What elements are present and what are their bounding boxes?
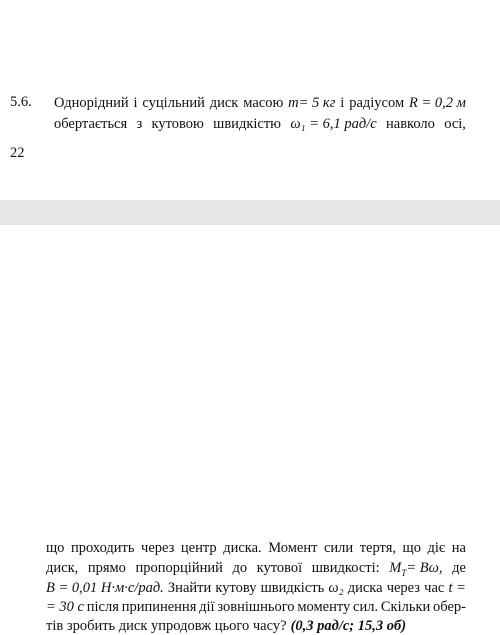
continuation-line-3 bbox=[46, 579, 466, 597]
upper-page bbox=[0, 0, 500, 200]
word: Знайти bbox=[167, 580, 212, 596]
word: суцільний bbox=[142, 95, 205, 111]
word: через bbox=[141, 540, 175, 556]
question-text: тів зробить диск упродовж цього часу? bbox=[46, 618, 287, 634]
word: і bbox=[133, 95, 138, 111]
word: що bbox=[46, 540, 65, 556]
word: до bbox=[232, 560, 248, 576]
word: диска bbox=[347, 580, 383, 596]
friction-torque-formula: $M_T= B\omega$, bbox=[389, 560, 443, 578]
time-var: t = bbox=[448, 580, 466, 596]
word: пропорційний bbox=[135, 560, 223, 576]
word: що bbox=[402, 540, 421, 556]
continuation-line-4 bbox=[46, 598, 466, 616]
mass-value: m= 5 кг bbox=[288, 95, 336, 111]
word: прямо bbox=[87, 560, 126, 576]
word: моменту bbox=[297, 599, 351, 615]
word: де bbox=[452, 560, 466, 576]
page-gap bbox=[0, 200, 500, 225]
word: і bbox=[340, 95, 345, 111]
coefficient-value: B = 0,01 Н·м·с/рад. bbox=[46, 580, 164, 596]
word: з bbox=[136, 116, 143, 132]
word: радіусом bbox=[349, 95, 405, 111]
word: час bbox=[424, 580, 445, 596]
word: навколо bbox=[386, 116, 435, 132]
continuation-line-5 bbox=[46, 617, 466, 635]
word: Момент bbox=[268, 540, 318, 556]
word: швидкості: bbox=[311, 560, 380, 576]
word: дії bbox=[199, 599, 215, 615]
word: обер- bbox=[433, 599, 466, 615]
word: кутової bbox=[256, 560, 303, 576]
word: тертя, bbox=[359, 540, 396, 556]
angular-velocity-value: ω₁ = 6,1 рад/с bbox=[290, 116, 377, 132]
time-value: = 30 с bbox=[46, 599, 84, 615]
word: осі, bbox=[444, 116, 466, 132]
word: швидкість bbox=[260, 580, 325, 596]
omega-2: ω₂ bbox=[328, 580, 344, 596]
word: Скільки bbox=[380, 599, 431, 615]
word: швидкістю bbox=[213, 116, 281, 132]
word: на bbox=[451, 540, 466, 556]
word: обертається bbox=[54, 116, 128, 132]
word: сил. bbox=[353, 599, 379, 615]
word: сили bbox=[323, 540, 354, 556]
radius-value: R = 0,2 м bbox=[409, 95, 466, 111]
word: діє bbox=[427, 540, 446, 556]
word: диск, bbox=[46, 560, 79, 576]
word: кутову bbox=[215, 580, 257, 596]
continuation-line-1 bbox=[46, 539, 466, 557]
lower-page bbox=[0, 225, 500, 634]
word: Однорідний bbox=[54, 95, 129, 111]
word: диска. bbox=[223, 540, 262, 556]
problem-line-1 bbox=[54, 94, 466, 112]
word: масою bbox=[243, 95, 284, 111]
page-number: 22 bbox=[10, 145, 25, 161]
problem-line-2 bbox=[54, 115, 466, 133]
word: проходить bbox=[70, 540, 135, 556]
word: через bbox=[386, 580, 421, 596]
word: зовнішнього bbox=[217, 599, 295, 615]
word: кутовою bbox=[151, 116, 204, 132]
word: диск bbox=[209, 95, 239, 111]
word: припинення bbox=[121, 599, 197, 615]
answer: (0,3 рад/с; 15,3 об) bbox=[290, 618, 407, 634]
word: після bbox=[86, 599, 119, 615]
word: центр bbox=[180, 540, 217, 556]
problem-number: 5.6. bbox=[10, 94, 32, 110]
